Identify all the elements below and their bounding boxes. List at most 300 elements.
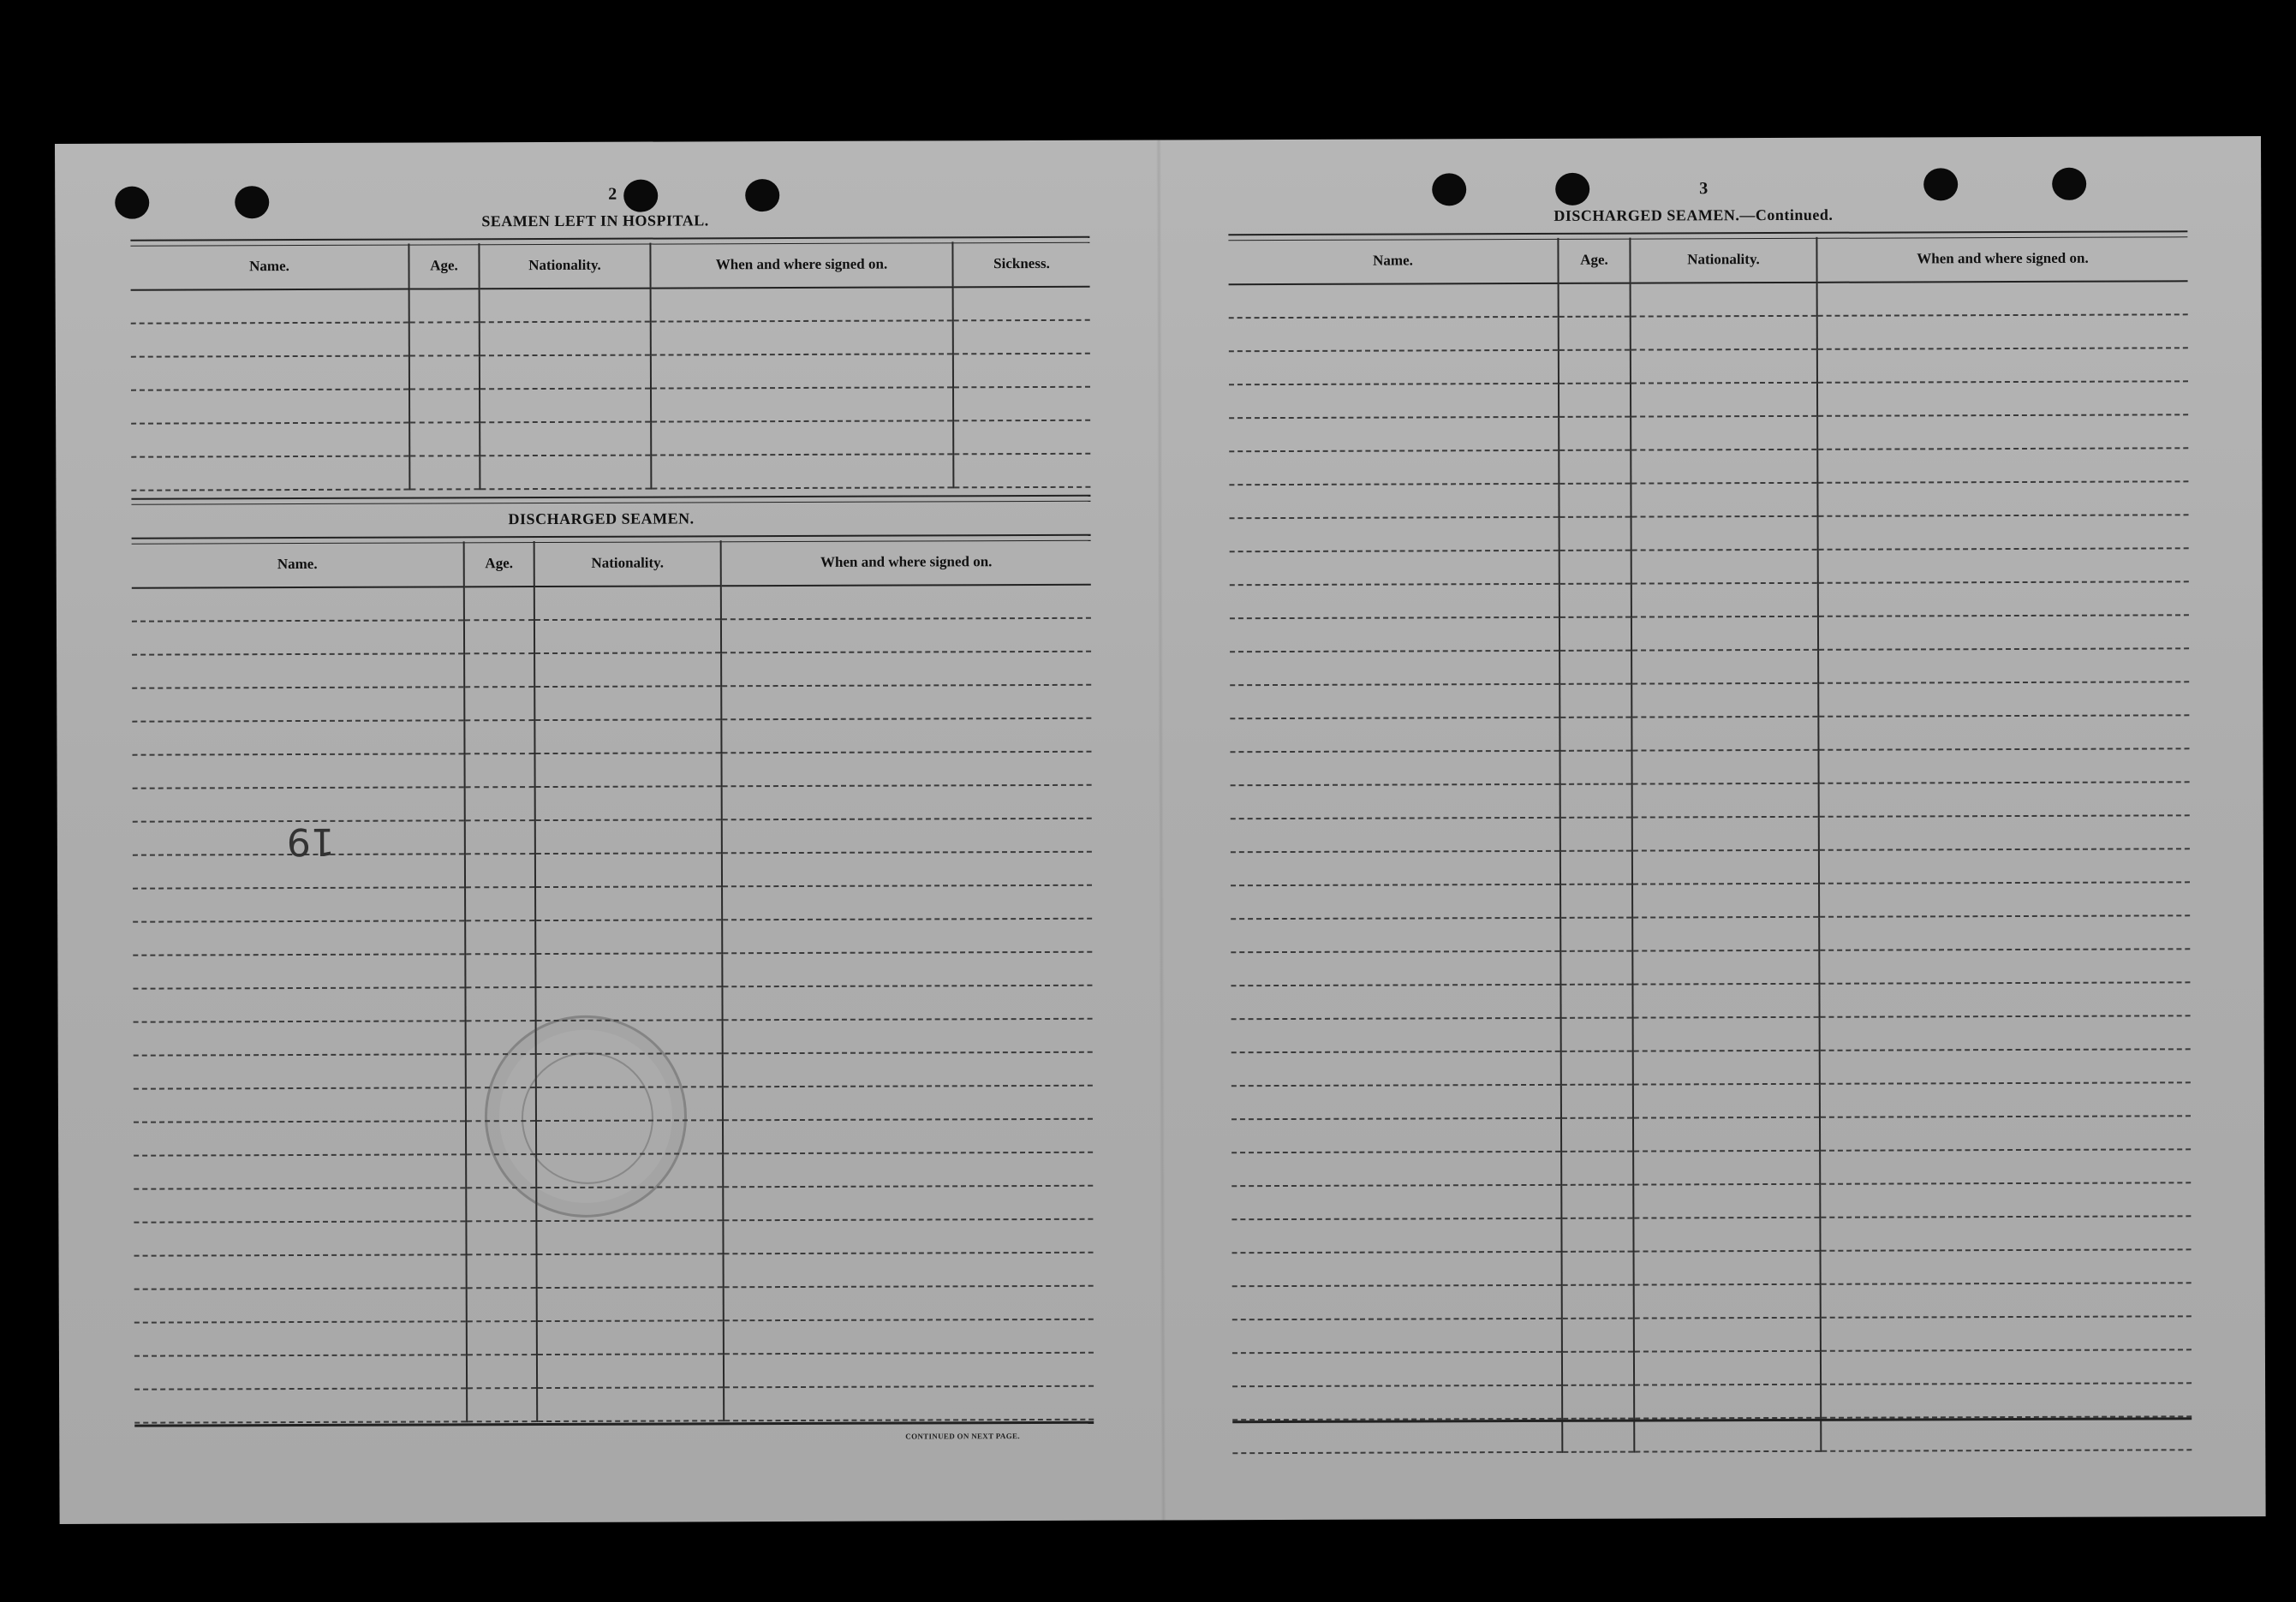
table-cell [724,1353,1094,1388]
table-cell [1232,1285,1562,1319]
table-cell [134,1355,467,1389]
page-number: 2 [608,184,617,204]
table-cell [1819,915,2190,950]
table-cell [722,952,1092,987]
table-cell [1631,550,1818,584]
document-sheet [55,136,2266,1524]
table-cell [1817,414,2188,450]
table-cell [724,1286,1094,1321]
table-cell [131,289,409,324]
table-cell [1818,548,2189,583]
discharged-continued-row [1232,1283,2192,1319]
table-cell [1821,1249,2192,1284]
handwritten-number: 19 [286,819,335,864]
table-cell [480,322,651,356]
column-header: Nationality. [1630,237,1816,283]
discharged-row [133,919,1092,956]
table-cell [409,389,480,422]
table-cell [1230,684,1559,718]
table-cell [1229,417,1559,451]
table-cell [1231,818,1560,852]
table-cell [1820,1116,2191,1151]
hospital-row [131,354,1090,390]
table-cell [1230,651,1559,685]
table-cell [467,1388,537,1421]
table-cell [1634,1284,1821,1319]
table-cell [1820,1182,2191,1218]
table-cell [1559,417,1631,450]
discharged-row [132,752,1091,789]
table-cell [1632,884,1819,918]
table-cell [467,1254,537,1288]
table-cell [1559,450,1631,484]
discharged-continued-row [1231,915,2190,952]
discharged-row [134,1219,1093,1256]
table-cell [1232,1352,1562,1386]
table-cell [464,687,534,720]
table-cell [1633,1117,1820,1152]
table-cell [1631,283,1817,317]
table-cell [1561,1185,1633,1218]
table-cell [1231,918,1560,952]
discharged-row [133,852,1092,889]
table-cell [537,1354,724,1388]
discharged-continued-row [1232,1349,2192,1386]
table-cell [1562,1385,1634,1419]
table-cell [133,887,465,921]
discharged-row [134,1253,1094,1289]
discharged-continued-row [1229,448,2188,485]
table-cell [953,454,1090,488]
table-cell [722,785,1092,820]
table-cell [535,853,722,887]
table-cell [409,456,480,489]
table-cell [1232,1319,1562,1353]
table-cell [723,1219,1093,1254]
discharged-row [133,819,1092,855]
table-cell [1633,1084,1820,1118]
table-cell [1559,551,1631,584]
table-cell [1559,584,1631,617]
discharged-continued-row [1229,314,2188,351]
discharged-row [134,1286,1094,1323]
table-cell [953,354,1090,388]
table-cell [131,423,409,457]
discharged-table [132,539,1094,1424]
discharged-row [132,685,1091,722]
table-cell [1631,383,1817,417]
discharged-continued-row [1231,1015,2191,1052]
discharged-row [132,585,1091,622]
table-cell [1819,782,2190,817]
discharged-continued-row [1231,815,2190,852]
table-cell [134,1087,466,1122]
hospital-table [130,241,1090,491]
column-header: Nationality. [479,243,650,289]
table-cell [465,987,535,1021]
table-cell [651,420,953,455]
table-cell [134,1321,467,1355]
table-cell [1631,717,1818,751]
table-cell [134,1388,467,1422]
table-cell [409,289,480,322]
table-cell [721,618,1091,653]
table-cell [1231,1152,1561,1186]
table-cell [537,1320,724,1355]
table-cell [1819,815,2190,850]
table-cell [1820,1216,2191,1251]
column-header: Sickness. [952,241,1089,288]
table-cell [1821,1283,2192,1318]
table-cell [465,787,535,820]
table-cell [1559,517,1631,551]
discharged-row [133,785,1092,822]
table-cell [1230,584,1559,618]
table-cell [953,387,1090,421]
table-cell [535,786,722,820]
table-cell [409,422,480,456]
table-cell [1819,982,2190,1017]
table-cell [1818,581,2189,616]
table-cell [134,1288,467,1322]
table-cell [1820,1149,2191,1184]
table-cell [1562,1319,1634,1352]
table-cell [1562,1252,1634,1285]
table-cell [1818,648,2189,683]
table-cell [1560,851,1632,884]
table-cell [1560,918,1632,951]
table-cell [535,886,722,920]
column-header: Age. [409,243,479,289]
table-cell [1818,682,2189,717]
discharged-continued-row [1232,1383,2192,1420]
table-cell [1231,784,1560,819]
discharged-continued-table [1228,235,2192,1454]
table-cell [721,752,1091,787]
table-cell [1820,1049,2191,1084]
table-cell [465,820,535,854]
table-cell [1633,1051,1820,1085]
discharged-row [134,1386,1094,1423]
table-cell [1633,1151,1820,1185]
discharged-row [132,652,1091,688]
table-cell [1561,1018,1633,1051]
table-cell [1632,817,1819,851]
table-cell [133,987,465,1021]
discharged-continued-row [1230,682,2189,718]
discharged-continued-row [1230,648,2189,685]
table-cell [537,1387,724,1421]
discharged-row [134,1319,1094,1356]
table-cell [1818,515,2189,550]
table-cell [1232,1252,1562,1286]
discharged-continued-row [1231,782,2190,819]
table-cell [724,1319,1094,1355]
hospital-row [131,287,1090,324]
hospital-row [131,320,1090,357]
discharged-continued-row [1230,615,2189,652]
table-cell [1560,784,1632,818]
table-cell [1560,884,1632,918]
table-cell [464,587,534,620]
table-cell [1817,348,2188,383]
table-cell [1562,1419,1634,1452]
table-cell [132,620,464,654]
discharged-continued-title: DISCHARGED SEAMEN.—Continued. [1554,205,1834,224]
table-cell [651,287,953,321]
table-cell [1559,684,1631,718]
table-cell [131,390,409,424]
table-cell [467,1355,537,1388]
table-cell [1230,551,1559,585]
table-cell [1631,349,1817,384]
table-cell [953,287,1090,321]
discharged-continued-row [1232,1316,2192,1353]
discharged-section-title: DISCHARGED SEAMEN. [508,509,695,528]
table-cell [465,887,535,920]
table-cell [721,585,1091,620]
table-cell [1560,818,1632,851]
discharged-continued-row [1231,849,2190,885]
table-cell [1631,683,1818,718]
table-cell [1817,481,2188,516]
table-cell [1817,448,2188,483]
table-cell [722,819,1092,854]
table-cell [480,289,651,323]
table-cell [1634,1351,1821,1385]
table-cell [722,852,1092,887]
table-cell [1232,1385,1562,1420]
discharged-row [133,986,1092,1022]
discharged-continued-row [1229,381,2188,418]
table-cell [535,953,722,987]
discharged-continued-row [1231,1182,2191,1219]
faded-stamp-inner [522,1052,654,1185]
discharged-continued-row [1231,1082,2191,1119]
table-cell [1559,484,1631,517]
table-cell [1632,850,1819,884]
discharged-row [134,1353,1094,1390]
table-cell [480,355,651,390]
table-cell [1230,718,1559,752]
table-cell [1231,951,1560,986]
table-cell [134,1254,467,1289]
table-cell [1562,1285,1634,1319]
table-cell [1631,650,1818,684]
hospital-bottom-rule [131,495,1090,505]
continued-note: CONTINUED ON NEXT PAGE. [905,1432,1020,1441]
table-cell [131,323,409,357]
discharged-row [133,885,1092,922]
table-cell [480,422,651,456]
column-header: When and where signed on. [721,539,1091,587]
column-header: When and where signed on. [1816,235,2187,283]
discharged-continued-row [1230,515,2189,551]
table-cell [480,389,651,423]
hospital-row [131,387,1090,424]
discharged-continued-row [1229,348,2188,384]
page-fold [1156,140,1166,1520]
table-cell [1562,1352,1634,1385]
table-cell [1821,1349,2192,1385]
column-header: Nationality. [534,540,721,587]
table-cell [1232,1419,1562,1453]
table-cell [1817,281,2188,316]
table-cell [1559,651,1631,684]
table-cell [409,355,480,389]
table-cell [1231,1118,1561,1152]
discharged-row [133,952,1092,989]
discharged-continued-row [1231,1116,2191,1152]
discharged-continued-row [1231,1049,2191,1086]
table-cell [1561,1051,1633,1085]
table-cell [953,420,1090,455]
table-cell [1559,350,1631,384]
table-cell [131,456,409,491]
hospital-row [131,454,1090,491]
table-cell [534,652,721,687]
table-cell [724,1253,1094,1288]
table-cell [464,620,534,653]
table-cell [1631,616,1818,651]
table-cell [1631,750,1818,784]
table-cell [134,1188,466,1222]
table-cell [132,587,464,621]
table-cell [132,687,464,721]
discharged-continued-row [1231,1216,2191,1253]
table-cell [1634,1251,1821,1285]
table-cell [1231,1218,1561,1253]
table-cell [465,954,535,987]
discharged-row [132,618,1091,655]
table-cell [1231,1018,1561,1052]
faded-stamp [485,1015,688,1218]
table-cell [134,1154,466,1188]
table-cell [1561,1152,1633,1185]
table-cell [722,919,1092,954]
table-cell [1231,1051,1561,1086]
table-cell [1229,317,1559,351]
table-cell [722,885,1092,920]
table-cell [1230,517,1559,551]
table-cell [1820,1015,2191,1051]
table-cell [464,753,534,787]
table-cell [1229,283,1559,318]
hospital-section-title: SEAMEN LEFT IN HOSPITAL. [481,211,709,230]
table-cell [1633,1184,1820,1218]
table-cell [534,686,721,720]
table-cell [1631,483,1817,517]
table-cell [464,720,534,753]
discharged-continued-row [1229,414,2188,451]
discharged-continued-row [1230,748,2189,785]
discharged-continued-row [1231,1149,2191,1186]
table-cell [1634,1385,1821,1419]
column-header: Name. [1228,238,1558,284]
table-cell [1231,985,1560,1019]
table-cell [534,753,721,787]
table-cell [1561,1085,1633,1118]
table-cell [537,1287,724,1321]
discharged-continued-row [1229,481,2188,518]
table-cell [1818,615,2189,650]
table-cell [1632,783,1819,818]
table-cell [651,454,953,488]
discharged-continued-row [1229,281,2188,318]
table-cell [1231,1085,1561,1119]
table-cell [1631,416,1817,450]
table-cell [132,653,464,688]
table-cell [536,1220,723,1254]
column-header: Name. [130,244,409,290]
table-cell [134,1054,466,1088]
table-cell [721,718,1091,753]
table-cell [466,1221,536,1254]
table-cell [723,1152,1093,1188]
table-cell [132,753,464,788]
table-cell [1231,884,1560,919]
table-cell [1559,283,1631,317]
table-cell [133,920,465,955]
table-cell [467,1321,537,1355]
table-cell [465,854,535,887]
discharged-continued-row [1230,715,2189,752]
table-cell [1230,751,1559,785]
table-cell [134,1121,466,1155]
table-cell [535,986,722,1021]
table-cell [721,652,1091,687]
table-cell [133,954,465,988]
column-header: When and where signed on. [650,241,952,288]
table-cell [1631,316,1817,350]
table-cell [723,1052,1093,1087]
table-cell [1631,450,1817,484]
hospital-row [131,420,1090,457]
table-cell [1229,350,1559,384]
table-cell [723,1186,1093,1221]
table-cell [724,1386,1094,1421]
table-cell [723,1019,1093,1054]
table-cell [1229,384,1559,418]
table-cell [480,456,651,490]
table-cell [535,819,722,854]
table-cell [651,320,953,354]
table-cell [1821,1316,2192,1351]
right-page [1228,136,2192,1520]
table-cell [465,920,535,954]
table-cell [534,619,721,653]
column-header: Age. [1558,238,1630,283]
table-cell [409,322,480,355]
table-cell [1632,950,1819,985]
table-cell [651,354,953,388]
table-cell [1817,381,2188,416]
table-cell [1818,715,2189,750]
table-cell [1821,1383,2192,1418]
table-cell [134,1021,466,1055]
table-cell [723,1086,1093,1121]
table-cell [651,387,953,421]
column-header: Name. [132,541,464,587]
table-cell [1560,985,1632,1018]
table-cell [721,685,1091,720]
table-cell [131,356,409,390]
table-cell [1634,1418,1821,1452]
table-cell [1559,718,1631,751]
table-cell [953,320,1090,354]
table-cell [1633,1017,1820,1051]
table-cell [1819,949,2190,984]
